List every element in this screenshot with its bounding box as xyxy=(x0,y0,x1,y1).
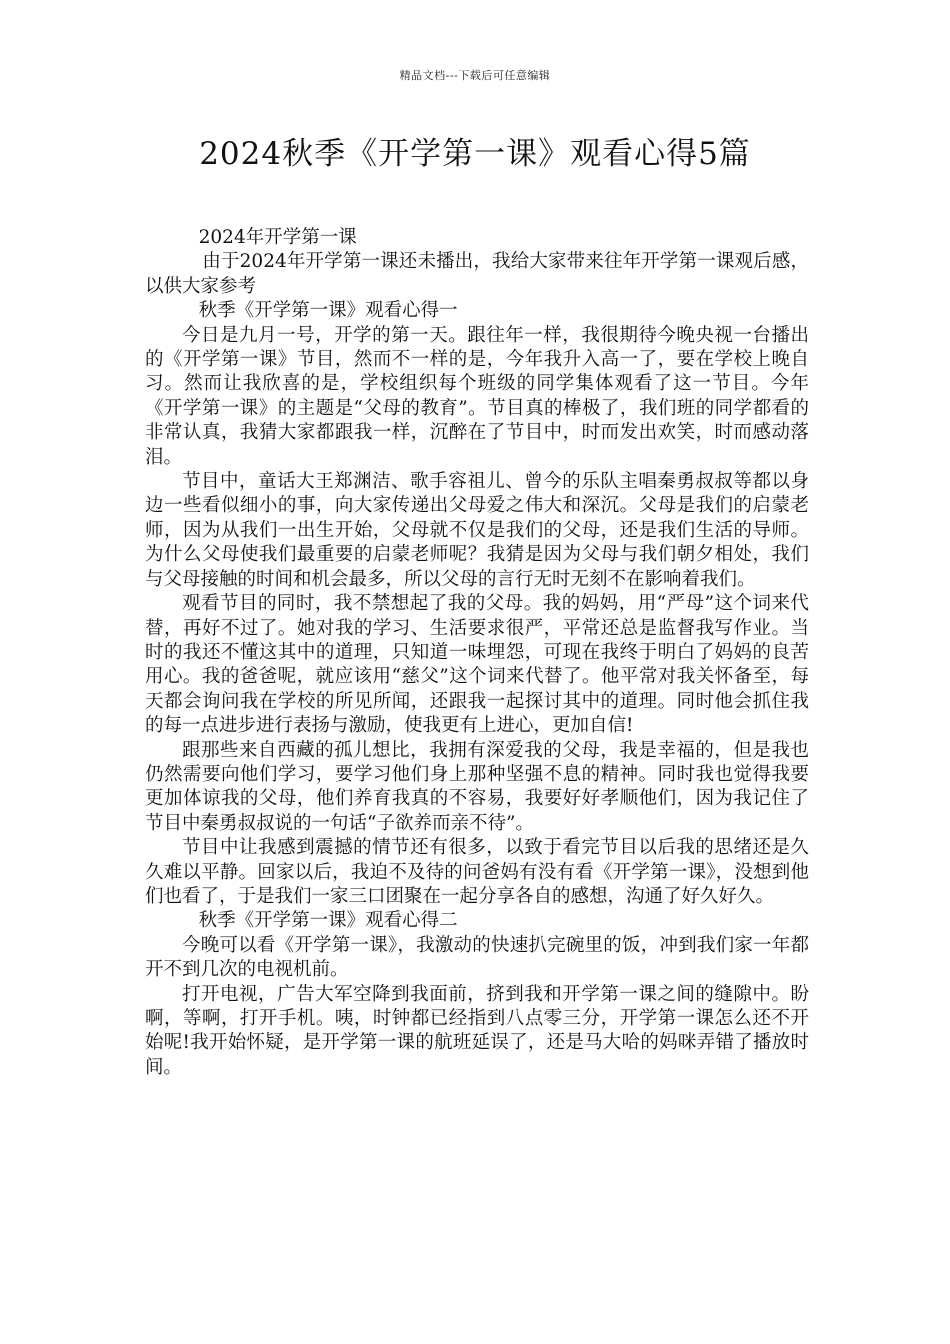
intro-paragraph: 由于2024年开学第一课还未播出，我给大家带来往年开学第一课观后感，以供大家参考 xyxy=(145,251,809,297)
page-header-watermark: 精品文档---下载后可任意编辑 xyxy=(399,69,551,82)
body-paragraph: 今晚可以看《开学第一课》，我激动的快速扒完碗里的饭，冲到我们家一年都开不到几次的电视机前。 xyxy=(145,934,809,981)
section-subhead: 2024年开学第一课 xyxy=(198,227,357,248)
body-paragraph: 观看节目的同时，我不禁想起了我的父母。我的妈妈，用“严母”这个词来代替，再好不过了。她对我的学习、生活要求很严，平常还总是监督我写作业。当时的我还不懂这其中的道理，只知道一味埋怨，可现在我终于明白了妈妈的良苦用心。我的爸爸呢，就应该用“慈父”这个词来代替了。他平常对我关怀备至，每天都会询问我在学校的所见所闻，还跟我一起探讨其中的道理。同时他会抓住我的每一点进步进行表扬与激励，使我更有上进心，更加自信! xyxy=(145,593,809,737)
body-paragraph: 跟那些来自西藏的孤儿想比，我拥有深爱我的父母，我是幸福的，但是我也仍然需要向他们学习，要学习他们身上那种坚强不息的精神。同时我也觉得我要更加体谅我的父母，他们养育我真的不容易，我要好好孝顺他们，因为我记住了节目中秦勇叔叔说的一句话“子欲养而亲不待”。 xyxy=(145,739,809,834)
document-body xyxy=(145,226,809,1080)
body-paragraph: 节目中让我感到震撼的情节还有很多，以致于看完节目以后我的思绪还是久久难以平静。回家以后，我迫不及待的问爸妈有没有看《开学第一课》，没想到他们也看了，于是我们一家三口团聚在一起分享各自的感想，沟通了好久好久。 xyxy=(145,837,809,907)
document-title: 2024秋季《开学第一课》观看心得5篇 xyxy=(199,136,751,172)
body-paragraph: 节目中，童话大王郑渊洁、歌手容祖儿、曾今的乐队主唱秦勇叔叔等都以身边一些看似细小的事，向大家传递出父母爱之伟大和深沉。父母是我们的启蒙老师，因为从我们一出生开始，父母就不仅是我们的父母，还是我们生活的导师。为什么父母使我们最重要的启蒙老师呢？我猜是因为父母与我们朝夕相处，我们与父母接触的时间和机会最多，所以父母的言行无时无刻不在影响着我们。 xyxy=(145,471,809,590)
section-subhead: 秋季《开学第一课》观看心得一 xyxy=(198,300,458,322)
body-paragraph: 打开电视，广告大军空降到我面前，挤到我和开学第一课之间的缝隙中。盼啊，等啊，打开手机。咦，时钟都已经指到八点零三分，开学第一课怎么还不开始呢!我开始怀疑，是开学第一课的航班延误了，还是马大哈的妈咪弄错了播放时间。 xyxy=(145,983,809,1078)
section-subhead: 秋季《开学第一课》观看心得二 xyxy=(198,910,458,932)
body-paragraph: 今日是九月一号，开学的第一天。跟往年一样，我很期待今晚央视一台播出的《开学第一课》节目，然而不一样的是，今年我升入高一了，要在学校上晚自习。然而让我欣喜的是，学校组织每个班级的同学集体观看了这一节目。今年《开学第一课》的主题是“父母的教育”。节目真的棒极了，我们班的同学都看的非常认真，我猜大家都跟我一样，沉醉在了节目中，时而发出欢笑，时而感动落泪。 xyxy=(145,324,809,468)
